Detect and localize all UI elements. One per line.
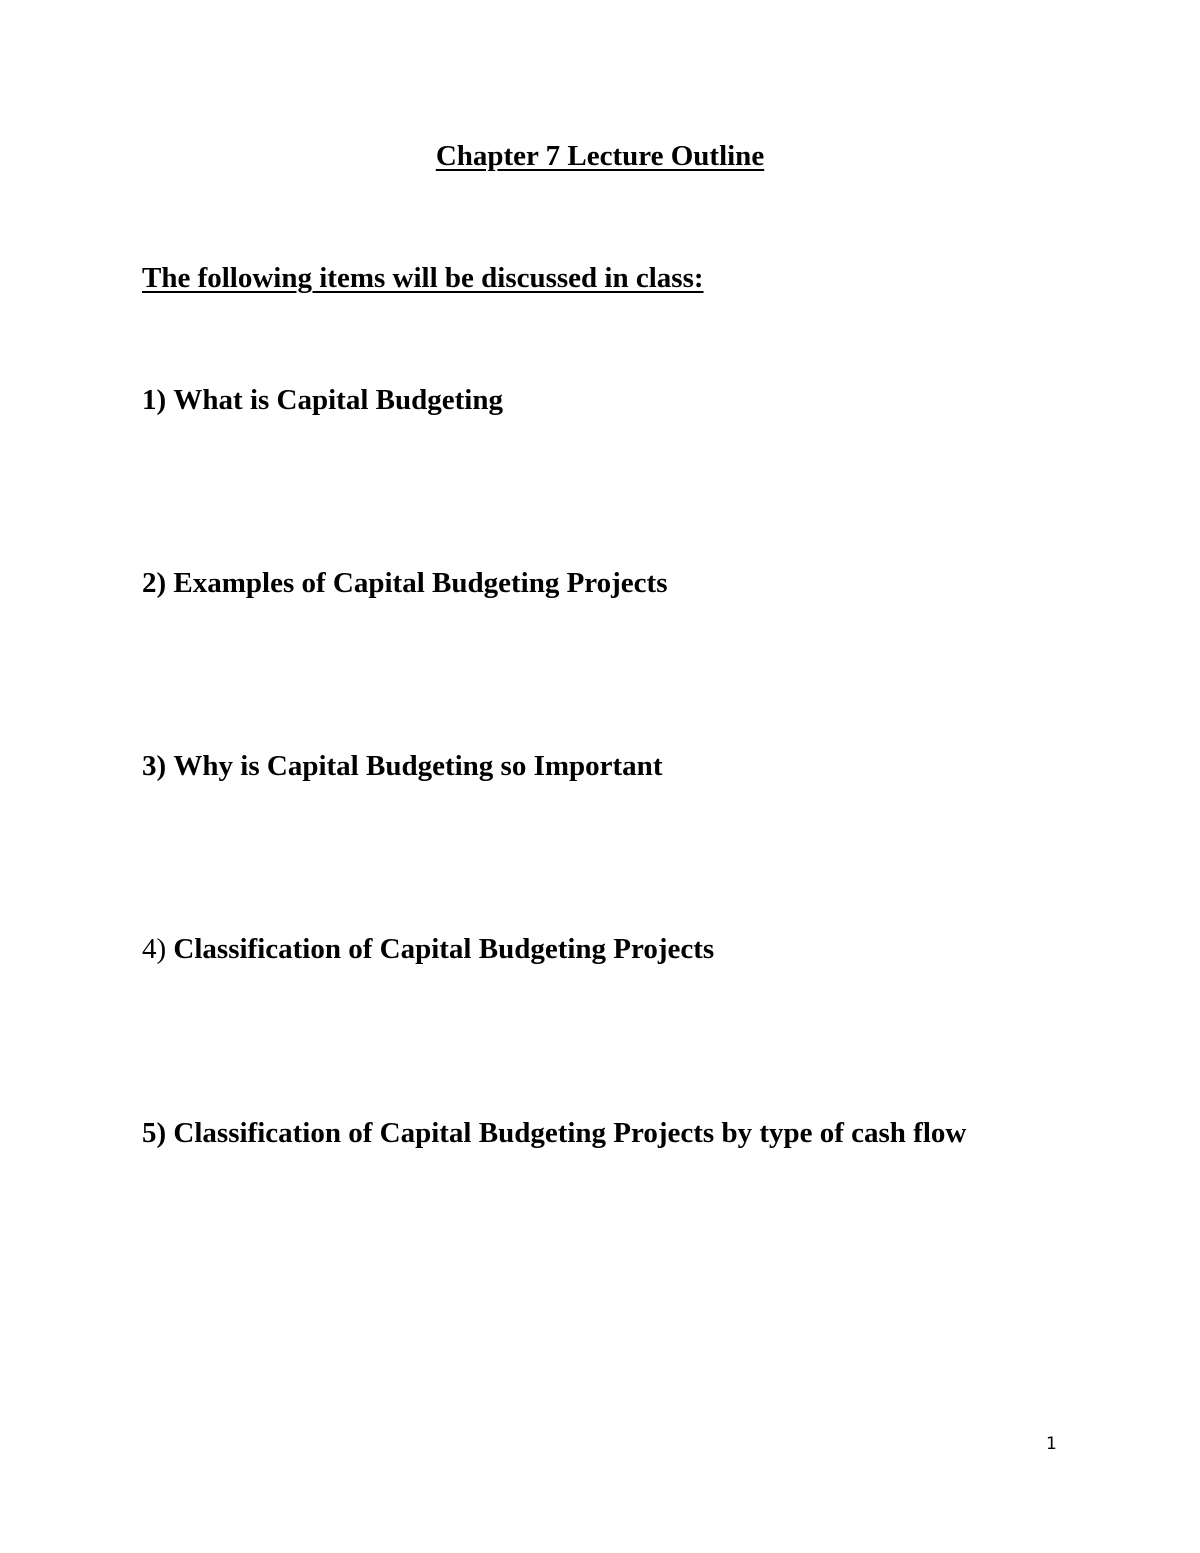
outline-item-number: 3): [142, 750, 167, 782]
outline-item-4: [142, 933, 714, 966]
outline-item-3: [142, 750, 662, 783]
outline-item-text: Examples of Capital Budgeting Projects: [173, 567, 668, 599]
intro-heading: The following items will be discussed in class:: [142, 262, 704, 294]
outline-item-2: [142, 567, 667, 600]
outline-item-text: Classification of Capital Budgeting Projects: [173, 933, 715, 965]
outline-item-number: 4): [142, 933, 167, 965]
outline-item-1: [142, 384, 503, 417]
outline-item-5: [142, 1117, 966, 1150]
outline-item-text: What is Capital Budgeting: [173, 384, 503, 416]
outline-item-number: 5): [142, 1117, 167, 1149]
page-number: 1: [1046, 1434, 1057, 1454]
outline-item-number: 2): [142, 567, 167, 599]
page-title: Chapter 7 Lecture Outline: [435, 140, 765, 172]
outline-item-text: Classification of Capital Budgeting Projects by type of cash flow: [173, 1117, 967, 1149]
outline-item-number: 1): [142, 384, 167, 416]
outline-item-text: Why is Capital Budgeting so Important: [173, 750, 663, 782]
